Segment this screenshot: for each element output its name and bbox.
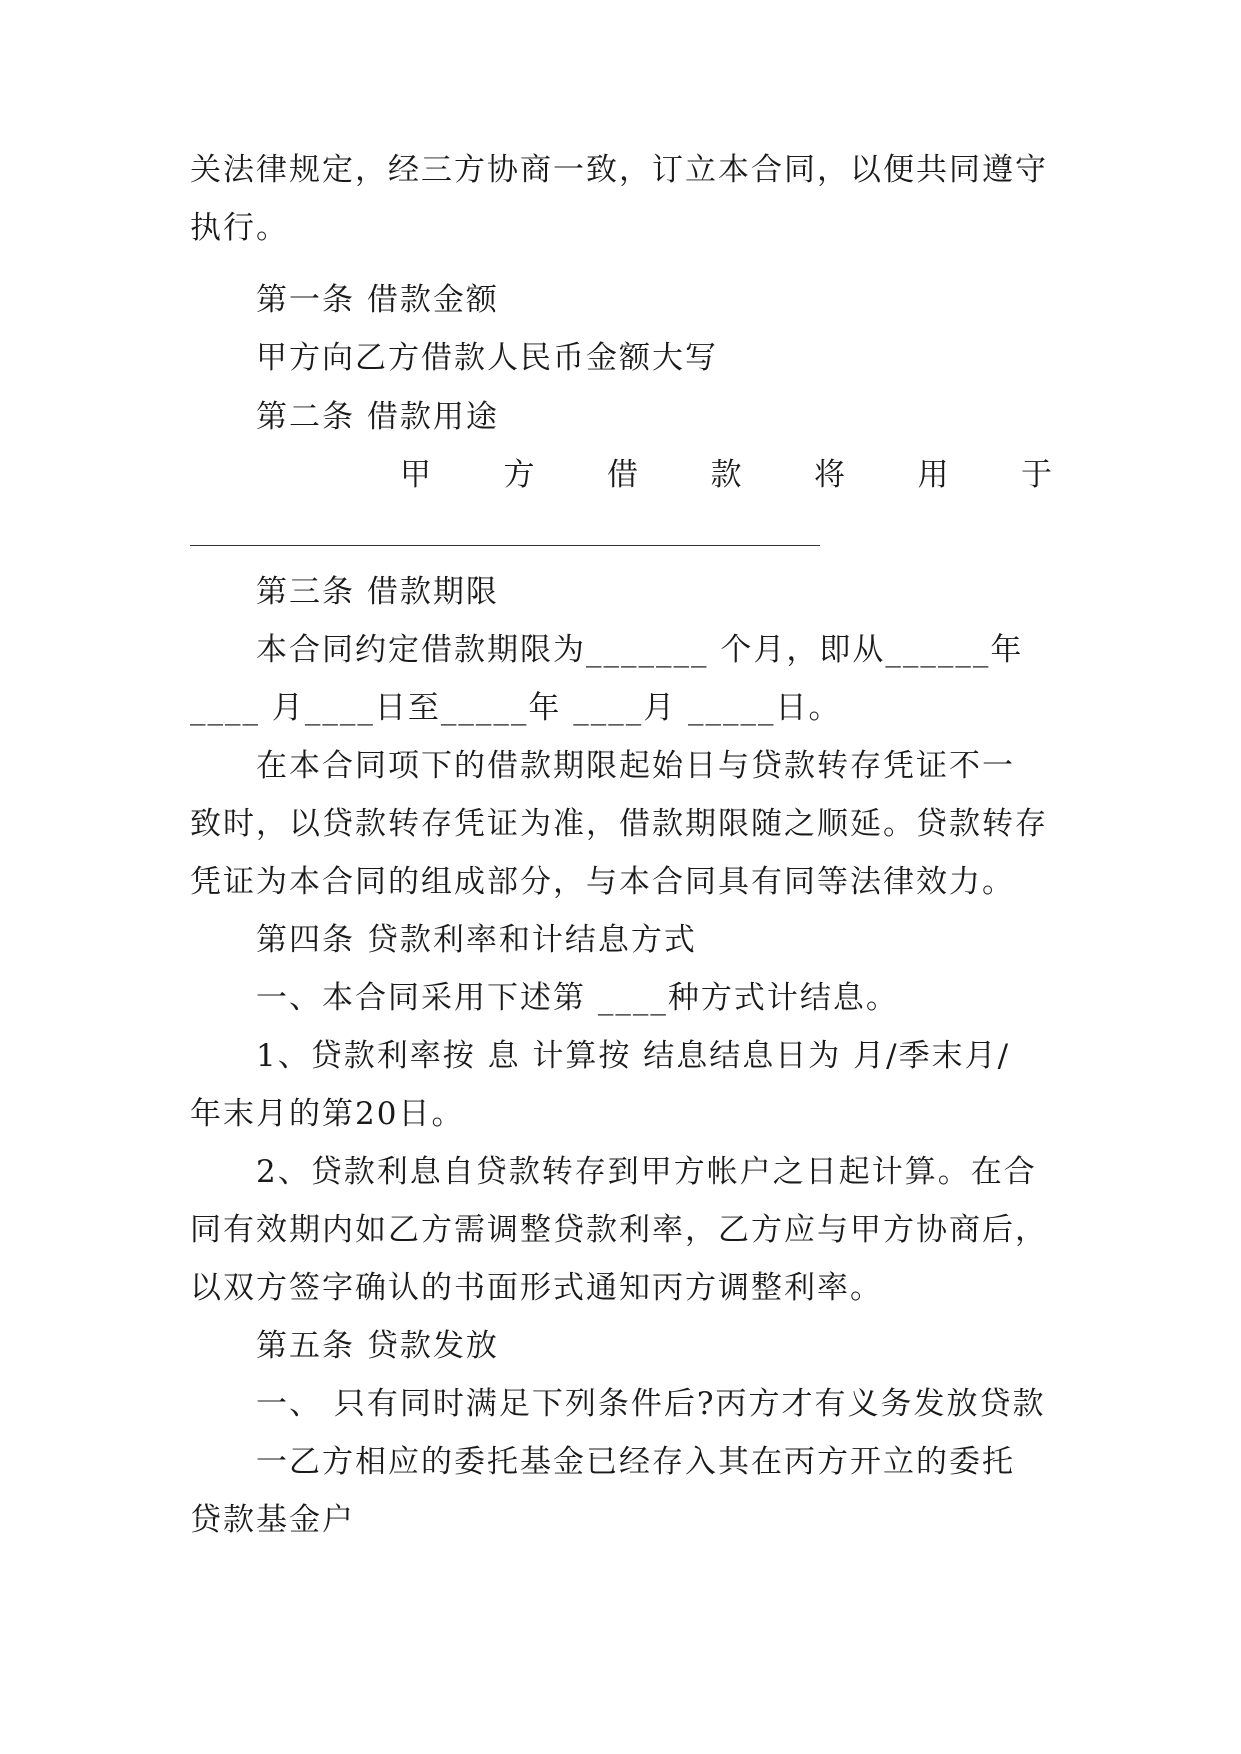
paragraph-line: 本合同约定借款期限为_______ 个月，即从______年: [256, 632, 1024, 668]
article-heading: 第一条 借款金额: [256, 282, 499, 318]
paragraph-line: 致时，以贷款转存凭证为准，借款期限随之顺延。贷款转存: [190, 806, 1048, 842]
article-heading: 第四条 贷款利率和计结息方式: [256, 922, 697, 958]
paragraph-line: 一乙方相应的委托基金已经存入其在丙方开立的委托: [256, 1444, 1015, 1480]
paragraph-line: 凭证为本合同的组成部分，与本合同具有同等法律效力。: [190, 864, 1015, 900]
article-heading: 第五条 贷款发放: [256, 1328, 499, 1364]
paragraph-line: 一、本合同采用下述第 ____种方式计结息。: [256, 980, 899, 1016]
spaced-char: 借: [607, 457, 638, 493]
spaced-char: 甲: [400, 457, 431, 493]
article-heading: 第三条 借款期限: [256, 574, 499, 610]
paragraph-line: 同有效期内如乙方需调整贷款利率，乙方应与甲方协商后，: [190, 1212, 1048, 1248]
paragraph-line: 关法律规定，经三方协商一致，订立本合同，以便共同遵守: [190, 152, 1048, 188]
spaced-char: 款: [710, 457, 742, 493]
paragraph-line: 贷款基金户: [190, 1502, 355, 1538]
spaced-char: 用: [917, 457, 949, 493]
paragraph-line: ____ 月____日至_____年 ____月 _____日。: [190, 690, 842, 726]
paragraph-line: 以双方签字确认的书面形式通知丙方调整利率。: [190, 1270, 883, 1306]
paragraph-line: 执行。: [190, 210, 289, 246]
spaced-char: 方: [503, 457, 535, 493]
paragraph-line: 1、贷款利率按 息 计算按 结息结息日为 月/季末月/: [256, 1038, 1011, 1074]
fill-in-rule: [190, 545, 820, 546]
spaced-char: 于: [1021, 457, 1052, 493]
paragraph-line: 在本合同项下的借款期限起始日与贷款转存凭证不一: [256, 748, 1015, 784]
paragraph-line: 甲方向乙方借款人民币金额大写: [256, 340, 718, 376]
paragraph-line: 年末月的第20日。: [190, 1096, 465, 1132]
paragraph-line: 一、 只有同时满足下列条件后?丙方才有义务发放贷款: [256, 1386, 1046, 1422]
paragraph-line: 2、贷款利息自贷款转存到甲方帐户之日起计算。在合: [256, 1154, 1037, 1190]
spaced-char: 将: [814, 457, 845, 493]
article-heading: 第二条 借款用途: [256, 399, 499, 435]
spaced-text-line: [400, 455, 1052, 495]
